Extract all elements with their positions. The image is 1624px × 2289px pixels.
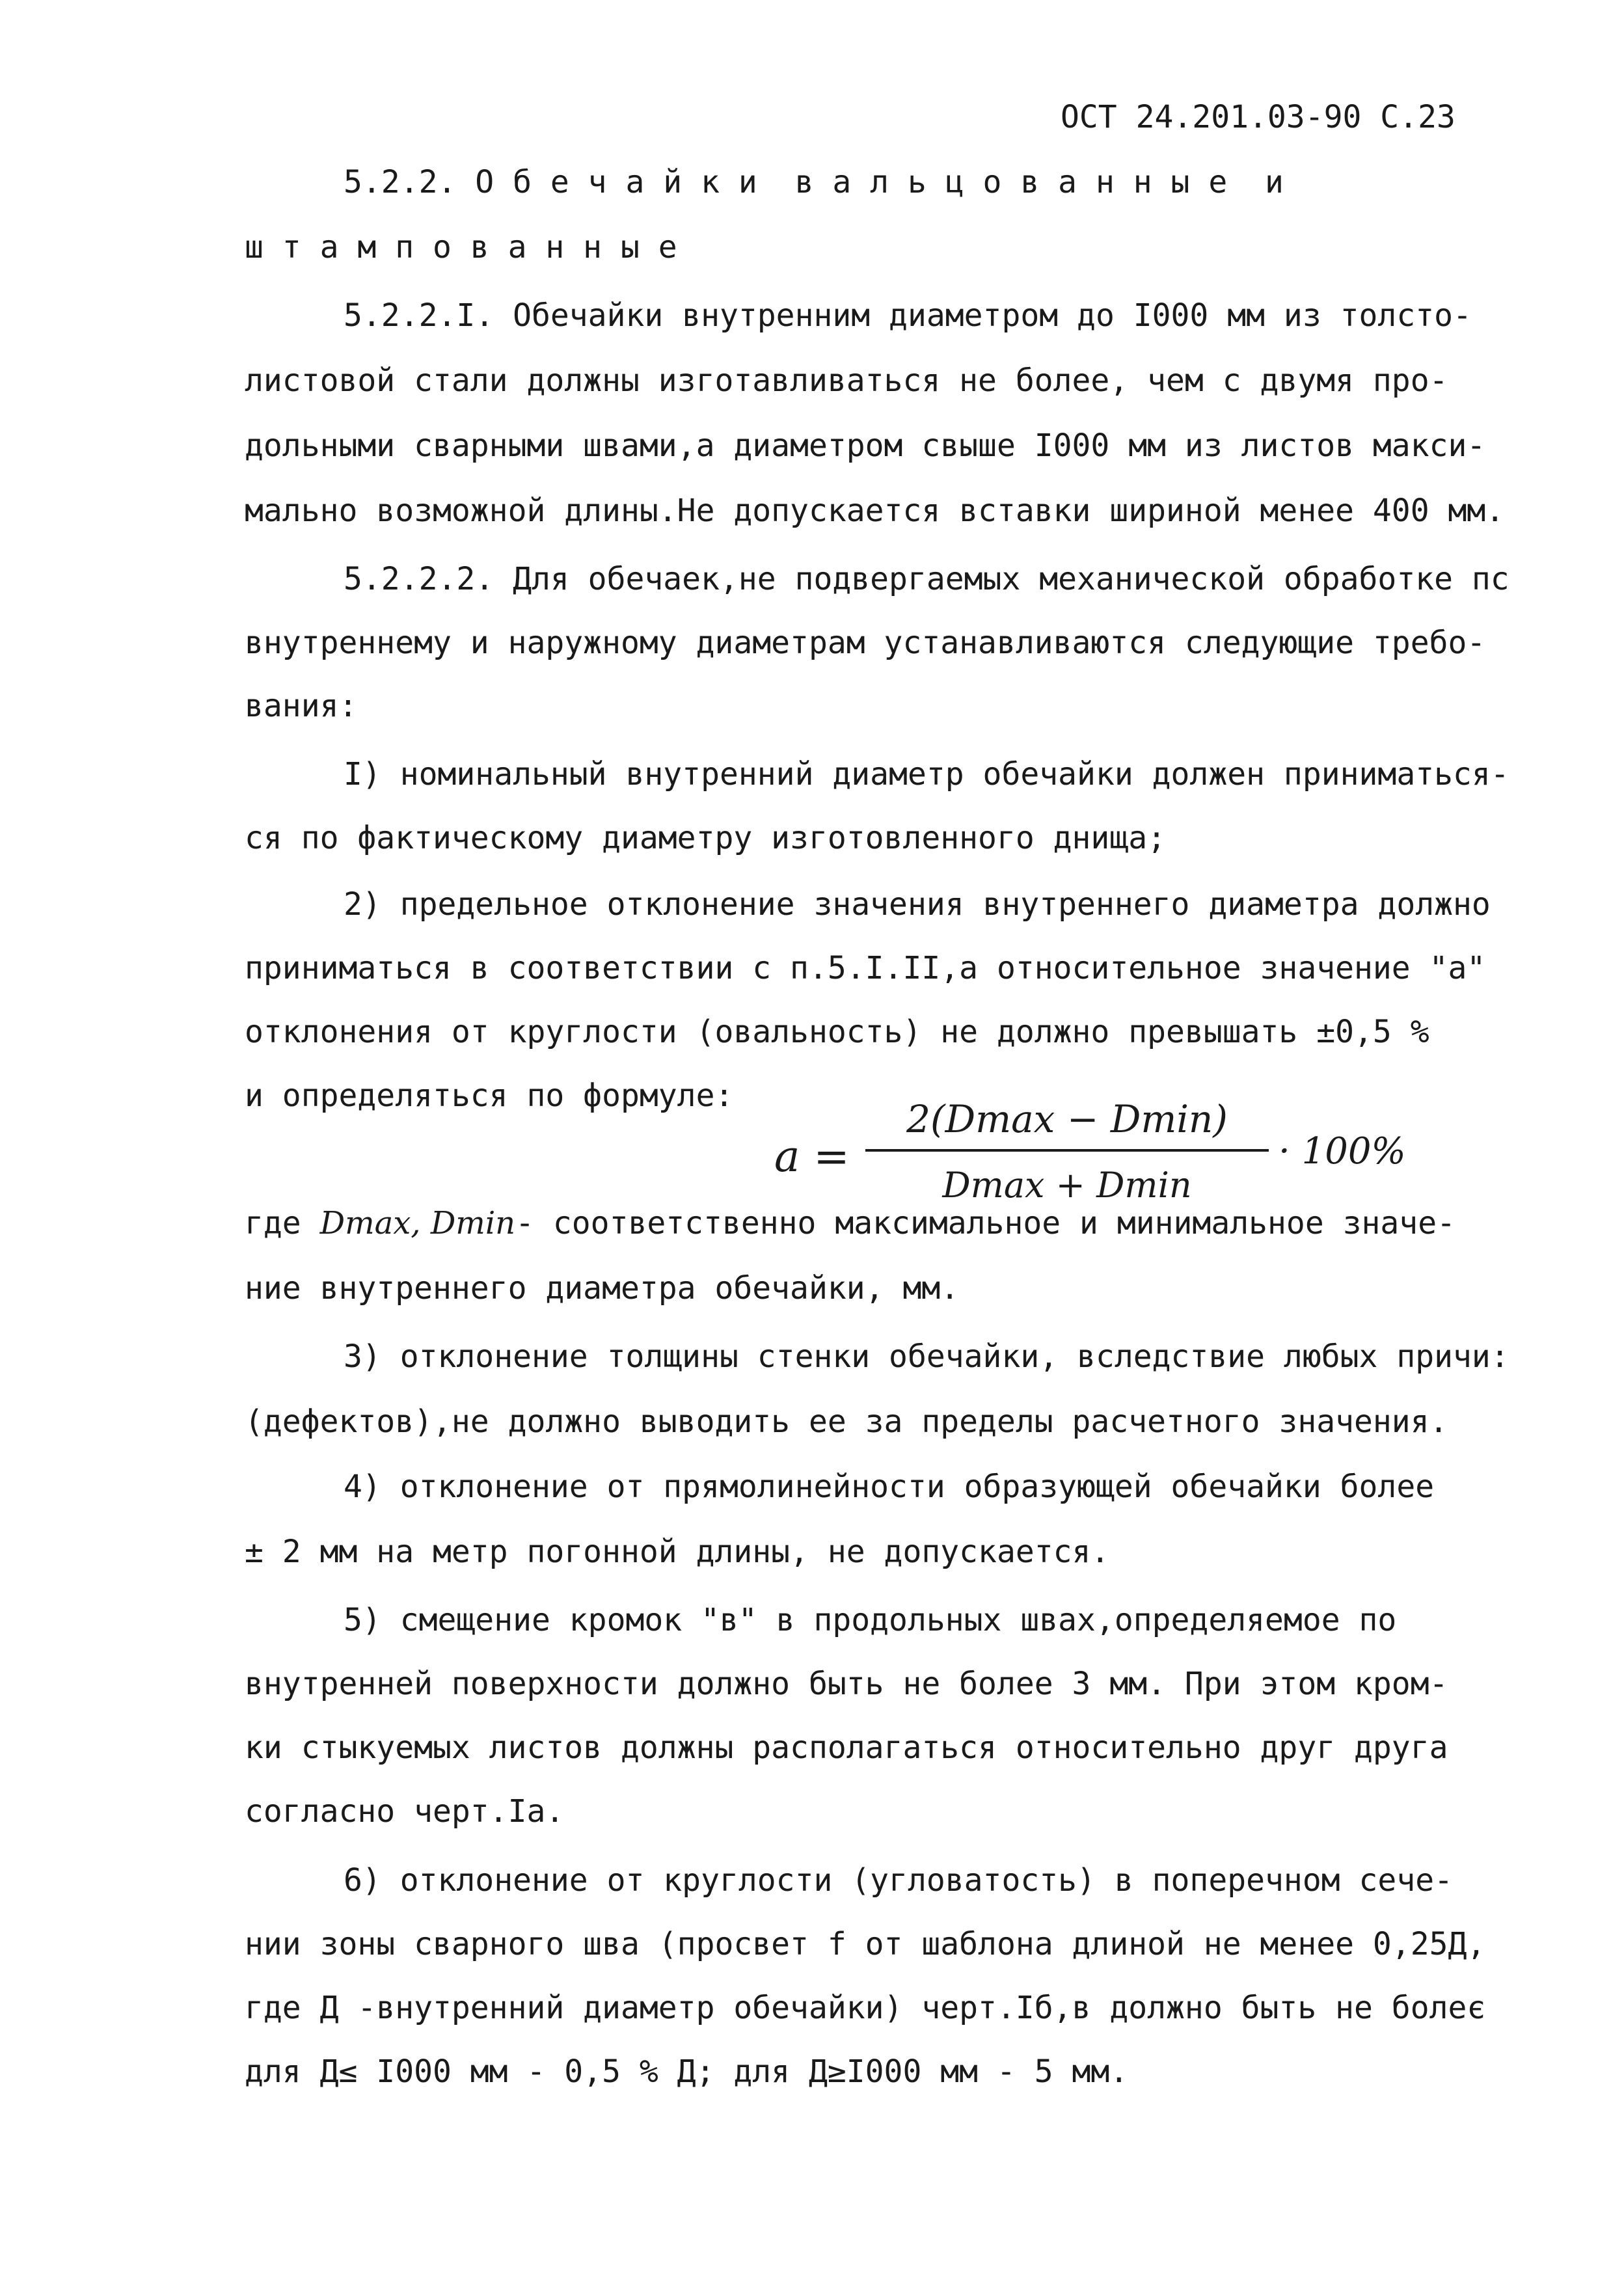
where-prefix: где bbox=[245, 1205, 301, 1241]
paragraph-line: 5.2.2.2. Для обечаек,не подвергаемых механической обработке пс bbox=[344, 561, 1509, 597]
list-item-line: внутренней поверхности должно быть не более 3 мм. При этом кром- bbox=[245, 1666, 1448, 1702]
list-item-line: отклонения от круглости (овальность) не должно превышать ±0,5 % bbox=[245, 1014, 1429, 1050]
list-item-line: где Д -внутренний диаметр обечайки) черт.Iб,в должно быть не болеє bbox=[245, 1990, 1486, 2026]
list-item-line: и определяться по формуле: bbox=[245, 1077, 734, 1114]
formula-lhs: a = bbox=[774, 1131, 850, 1182]
list-item-line: ся по фактическому диаметру изготовленного днища; bbox=[245, 820, 1167, 856]
where-text: - соответственно максимальное и минимальное значе- bbox=[515, 1205, 1455, 1241]
formula-numerator: 2(Dmax − Dmin) bbox=[906, 1097, 1228, 1141]
list-item-line: (дефектов),не должно выводить ее за пределы расчетного значения. bbox=[245, 1403, 1448, 1440]
formula-suffix: · 100% bbox=[1279, 1130, 1406, 1172]
formula-svg bbox=[768, 1093, 1444, 1217]
list-item-line: 4) отклонение от прямолинейности образующей обечайки более bbox=[344, 1469, 1435, 1505]
list-item-line: 5) смещение кромок "в" в продольных швах,определяемое по bbox=[344, 1602, 1397, 1638]
paragraph-line: внутреннему и наружному диаметрам устанавливаются следующие требо- bbox=[245, 625, 1486, 661]
list-item-line: согласно черт.Iа. bbox=[245, 1793, 565, 1830]
list-item-line: для Д≤ I000 мм - 0,5 % Д; для Д≥I000 мм - 5 мм. bbox=[245, 2053, 1129, 2090]
document-header: ОСТ 24.201.03-90 С.23 bbox=[1061, 99, 1455, 135]
list-item-line: нии зоны сварного шва (просвет f от шаблона длиной не менее 0,25Д, bbox=[245, 1926, 1486, 1962]
where-line2: ние внутреннего диаметра обечайки, мм. bbox=[245, 1270, 960, 1307]
list-item-line: 2) предельное отклонение значения внутреннего диаметра должно bbox=[344, 886, 1491, 923]
formula-denominator: Dmax + Dmin bbox=[942, 1165, 1192, 1206]
list-item-line: ки стыкуемых листов должны располагаться относительно друг друга bbox=[245, 1729, 1448, 1766]
list-item-line: приниматься в соответствии с п.5.I.II,а относительное значение "а" bbox=[245, 950, 1486, 986]
ovality-formula bbox=[768, 1093, 1444, 1217]
list-item-line: 6) отклонение от круглости (угловатость) в поперечном сече- bbox=[344, 1862, 1454, 1899]
where-symbols: Dmax, Dmin bbox=[319, 1205, 516, 1241]
paragraph-line: мально возможной длины.Не допускается вставки шириной менее 400 мм. bbox=[245, 493, 1505, 529]
where-line bbox=[245, 1204, 1455, 1243]
paragraph-line: листовой стали должны изготавливаться не более, чем с двумя про- bbox=[245, 362, 1448, 399]
paragraph-line: дольными сварными швами,а диаметром свыше I000 мм из листов макси- bbox=[245, 427, 1486, 464]
paragraph-line: вания: bbox=[245, 688, 358, 724]
list-item-line: ± 2 мм на метр погонной длины, не допускается. bbox=[245, 1534, 1110, 1570]
list-item-line: I) номинальный внутренний диаметр обечайки должен приниматься- bbox=[344, 756, 1509, 792]
section-heading-line1: 5.2.2. О б е ч а й к и в а л ь ц о в а н н ы е и bbox=[344, 164, 1284, 200]
list-item-line: 3) отклонение толщины стенки обечайки, вследствие любых причи: bbox=[344, 1338, 1509, 1375]
section-heading-line2: ш т а м п о в а н н ы е bbox=[245, 229, 677, 265]
paragraph-line: 5.2.2.I. Обечайки внутренним диаметром до I000 мм из толсто- bbox=[344, 297, 1472, 334]
